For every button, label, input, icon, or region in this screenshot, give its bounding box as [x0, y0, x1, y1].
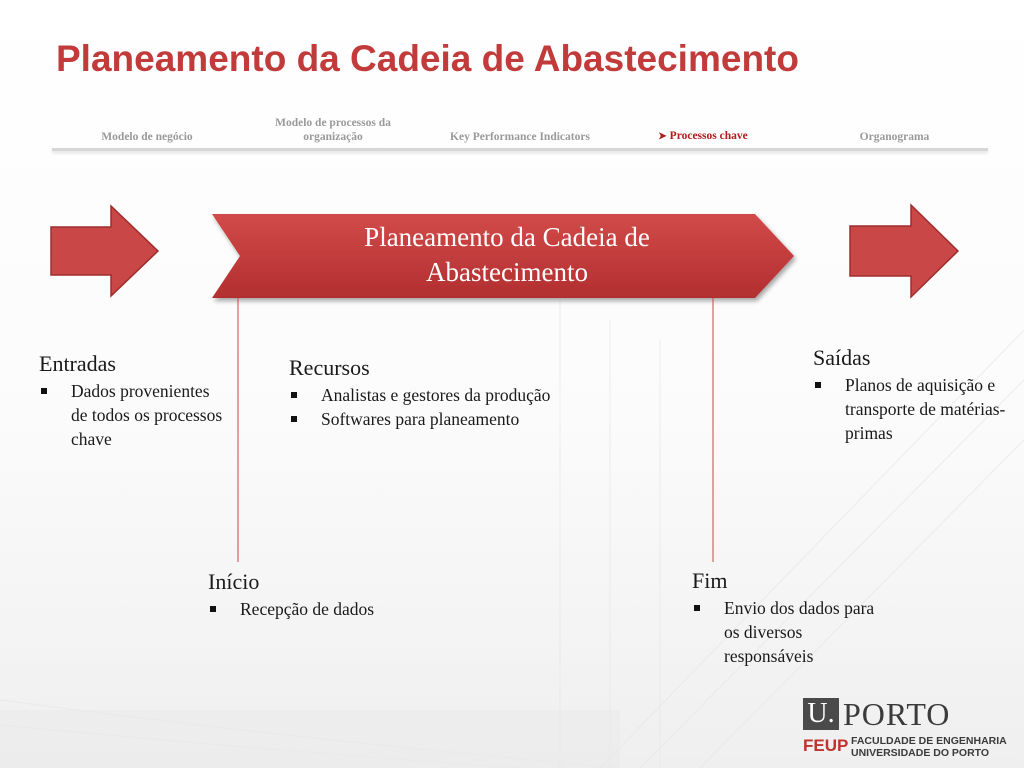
inicio-heading: Início	[208, 569, 260, 594]
saidas-heading: Saídas	[813, 345, 871, 370]
logo-feup-text: FEUP	[803, 736, 849, 755]
square-bullet-icon	[815, 382, 821, 388]
nav-item-label-line2: organização	[303, 131, 363, 143]
entradas-heading: Entradas	[39, 351, 116, 376]
list-item: Analistas e gestores da produção	[289, 383, 649, 407]
square-bullet-icon	[41, 388, 47, 394]
list-item: Softwares para planeamento	[289, 407, 649, 431]
nav-item-label-line1: Modelo de processos da	[275, 117, 391, 129]
fim-block	[692, 568, 892, 668]
square-bullet-icon	[694, 605, 700, 611]
square-bullet-icon	[210, 606, 216, 612]
logo-faculty-line1: FACULDADE DE ENGENHARIA	[851, 735, 1007, 747]
logo-u-box: U.	[803, 698, 839, 730]
uporto-feup-logo	[803, 694, 1013, 764]
square-bullet-icon	[291, 392, 297, 398]
entradas-block	[39, 351, 229, 451]
logo-porto-text: PORTO	[843, 696, 951, 732]
process-banner-title	[238, 220, 776, 290]
output-arrow-icon	[850, 205, 958, 297]
banner-line1: Planeamento da Cadeia de	[364, 222, 650, 252]
nav-item-label: Processos chave	[669, 130, 748, 142]
list-item: Planos de aquisição e transporte de matérias-primas	[813, 373, 1018, 445]
logo-faculty-line2: UNIVERSIDADE DO PORTO	[851, 747, 990, 759]
inicio-block	[208, 569, 383, 621]
list-item: Envio dos dados para os diversos responsáveis	[692, 596, 892, 668]
input-arrow-icon	[51, 206, 158, 296]
fim-heading: Fim	[692, 568, 728, 593]
triangle-right-icon: ➤	[658, 131, 667, 142]
nav-item-label: Modelo de negócio	[101, 131, 193, 143]
list-item: Recepção de dados	[208, 597, 383, 621]
recursos-block	[289, 355, 649, 431]
square-bullet-icon	[291, 416, 297, 422]
nav-item-label: Organograma	[859, 131, 930, 143]
nav-item-label: Key Performance Indicators	[450, 131, 590, 143]
recursos-heading: Recursos	[289, 355, 370, 380]
saidas-block	[813, 345, 1018, 445]
page-title: Planeamento da Cadeia de Abastecimento	[56, 38, 799, 79]
banner-line2: Abastecimento	[426, 257, 588, 287]
logo-faculty-text	[851, 735, 1007, 759]
list-item: Dados provenientes de todos os processos chave	[39, 379, 229, 451]
